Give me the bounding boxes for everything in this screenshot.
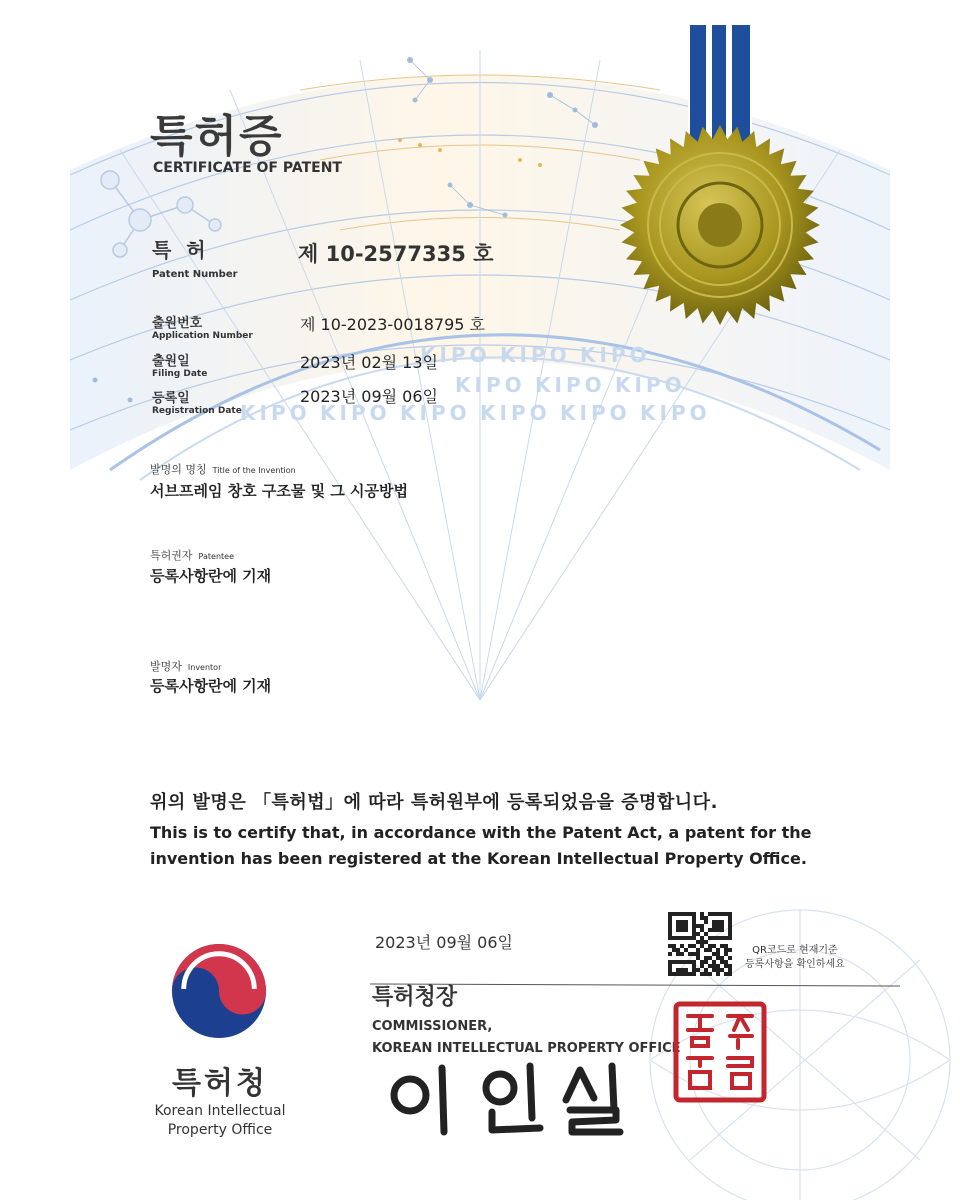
qr-module (700, 944, 704, 948)
qr-module (728, 928, 732, 932)
qr-module (728, 916, 732, 920)
qr-module (728, 956, 732, 960)
qr-module (684, 968, 688, 972)
qr-module (704, 920, 708, 924)
qr-module (700, 960, 704, 964)
qr-module (668, 924, 672, 928)
application-number-label-en: Application Number (152, 331, 253, 341)
qr-module (692, 944, 696, 948)
qr-module (676, 960, 680, 964)
organization-name-en-line2: Property Office (167, 1122, 273, 1138)
qr-module (720, 936, 724, 940)
watermark-text: KIPO (320, 401, 391, 425)
qr-module (720, 928, 724, 932)
qr-module (704, 932, 708, 936)
official-stamp-icon (672, 1000, 768, 1104)
qr-module (712, 952, 716, 956)
qr-module (716, 964, 720, 968)
qr-module (684, 912, 688, 916)
registration-date-label (152, 387, 242, 416)
qr-module (716, 924, 720, 928)
qr-module (716, 928, 720, 932)
qr-module (724, 944, 728, 948)
invention-title-label-en: Title of the Invention (212, 466, 296, 475)
qr-module (712, 968, 716, 972)
filing-date-label (152, 350, 207, 379)
inventor-value: 등록사항란에 기재 (150, 677, 272, 695)
qr-module (720, 912, 724, 916)
qr-module (680, 968, 684, 972)
qr-module (708, 956, 712, 960)
qr-module (668, 932, 672, 936)
certificate-title-english: CERTIFICATE OF PATENT (153, 160, 342, 176)
qr-module (696, 968, 700, 972)
qr-module (684, 924, 688, 928)
qr-module (684, 928, 688, 932)
qr-module (712, 936, 716, 940)
application-number-label-ko: 출원번호 (152, 316, 203, 331)
qr-module (672, 936, 676, 940)
qr-module (684, 960, 688, 964)
filing-date-label-ko: 출원일 (152, 354, 190, 369)
qr-module (692, 960, 696, 964)
organization-name-en (150, 1102, 290, 1140)
qr-module (676, 928, 680, 932)
qr-module (676, 952, 680, 956)
qr-module (668, 916, 672, 920)
registration-date-label-en: Registration Date (152, 406, 242, 416)
patent-number-label (152, 234, 238, 280)
qr-module (724, 960, 728, 964)
qr-module (708, 912, 712, 916)
qr-module (720, 956, 724, 960)
qr-module (708, 928, 712, 932)
qr-module (672, 912, 676, 916)
qr-module (700, 924, 704, 928)
qr-module (728, 920, 732, 924)
qr-module (720, 920, 724, 924)
watermark-text: KIPO (480, 401, 551, 425)
watermark-text: KIPO (615, 373, 686, 397)
qr-module (680, 972, 684, 976)
qr-note (745, 944, 845, 972)
qr-module (712, 928, 716, 932)
qr-module (692, 972, 696, 976)
qr-module (672, 972, 676, 976)
qr-module (668, 972, 672, 976)
patent-number-label-en: Patent Number (152, 269, 238, 280)
qr-module (696, 932, 700, 936)
qr-module (712, 912, 716, 916)
qr-module (684, 948, 688, 952)
qr-module (668, 960, 672, 964)
qr-module (680, 952, 684, 956)
patent-number-label-ko: 특 허 (152, 238, 210, 262)
qr-module (728, 964, 732, 968)
patentee-label-en: Patentee (198, 552, 234, 561)
qr-module (688, 960, 692, 964)
qr-module (700, 916, 704, 920)
commissioner-signature (380, 1060, 660, 1140)
kipo-logo-icon (170, 942, 268, 1040)
qr-module (676, 972, 680, 976)
qr-module (668, 936, 672, 940)
qr-module (688, 936, 692, 940)
qr-module (716, 972, 720, 976)
qr-module (716, 936, 720, 940)
qr-module (724, 936, 728, 940)
qr-module (692, 916, 696, 920)
qr-module (720, 960, 724, 964)
qr-module (712, 920, 716, 924)
watermark-text: KIPO (400, 401, 471, 425)
qr-module (688, 952, 692, 956)
patentee-label-ko: 특허권자 (150, 549, 193, 562)
inventor-label-ko: 발명자 (150, 660, 182, 673)
qr-module (672, 948, 676, 952)
qr-module (720, 924, 724, 928)
qr-module (728, 912, 732, 916)
watermark-text: KIPO (580, 343, 651, 367)
qr-module (692, 924, 696, 928)
qr-module (716, 956, 720, 960)
invention-title-label (150, 458, 296, 477)
certification-statement-ko: 위의 발명은 「특허법」에 따라 특허원부에 등록되었음을 증명합니다. (150, 792, 718, 813)
qr-module (672, 960, 676, 964)
qr-module (708, 948, 712, 952)
qr-module (692, 920, 696, 924)
qr-module (680, 928, 684, 932)
patent-number-value: 제 10-2577335 호 (298, 242, 494, 266)
qr-module (708, 964, 712, 968)
qr-module (700, 964, 704, 968)
qr-module (676, 968, 680, 972)
commissioner-title-en (372, 1016, 681, 1060)
qr-module (724, 964, 728, 968)
qr-module (704, 956, 708, 960)
watermark-text: KIPO (500, 343, 571, 367)
inventor-label (150, 655, 221, 674)
qr-module (668, 928, 672, 932)
qr-module (680, 960, 684, 964)
qr-module (668, 952, 672, 956)
organization-name-ko: 특허청 (172, 1066, 268, 1101)
qr-module (676, 948, 680, 952)
qr-module (724, 952, 728, 956)
qr-module (680, 944, 684, 948)
qr-module (680, 936, 684, 940)
qr-module (668, 944, 672, 948)
qr-module (724, 972, 728, 976)
qr-module (716, 920, 720, 924)
qr-module (712, 964, 716, 968)
qr-module (704, 948, 708, 952)
qr-module (680, 924, 684, 928)
qr-module (684, 920, 688, 924)
invention-title-label-ko: 발명의 명칭 (150, 463, 207, 476)
qr-module (728, 968, 732, 972)
qr-module (684, 936, 688, 940)
qr-module (692, 968, 696, 972)
qr-module (696, 952, 700, 956)
qr-module (692, 952, 696, 956)
qr-module (684, 972, 688, 976)
qr-module (696, 940, 700, 944)
qr-module (696, 956, 700, 960)
qr-module (728, 972, 732, 976)
qr-module (676, 920, 680, 924)
qr-code-icon (668, 912, 732, 976)
watermark-text: KIPO (640, 401, 711, 425)
qr-module (712, 924, 716, 928)
qr-module (696, 948, 700, 952)
certificate-title: 특허증 (150, 111, 284, 162)
patentee-label (150, 544, 234, 563)
qr-module (676, 924, 680, 928)
qr-module (704, 940, 708, 944)
qr-module (700, 928, 704, 932)
qr-module (704, 972, 708, 976)
qr-module (688, 944, 692, 948)
inventor-label-en: Inventor (187, 663, 222, 672)
qr-module (700, 940, 704, 944)
watermark-text: KIPO (535, 373, 606, 397)
qr-module (668, 920, 672, 924)
qr-module (704, 968, 708, 972)
watermark-text: KIPO (560, 401, 631, 425)
qr-module (728, 932, 732, 936)
qr-module (704, 960, 708, 964)
qr-module (680, 912, 684, 916)
application-number-value: 제 10-2023-0018795 호 (300, 315, 485, 334)
qr-module (700, 912, 704, 916)
qr-module (680, 920, 684, 924)
qr-module (668, 964, 672, 968)
qr-module (676, 936, 680, 940)
certification-statement-en: This is to certify that, in accordance with the Patent Act, a patent for the invention has been registered at the Korean Intellectual Property Office. (150, 823, 812, 868)
qr-module (708, 936, 712, 940)
patentee-value: 등록사항란에 기재 (150, 567, 272, 585)
invention-title-value: 서브프레임 창호 구조물 및 그 시공방법 (150, 482, 408, 500)
qr-module (716, 952, 720, 956)
qr-module (668, 968, 672, 972)
commissioner-title-en-line1: COMMISSIONER, (372, 1019, 493, 1034)
qr-module (712, 944, 716, 948)
qr-module (692, 932, 696, 936)
qr-module (724, 948, 728, 952)
qr-module (672, 944, 676, 948)
qr-module (708, 944, 712, 948)
qr-module (700, 972, 704, 976)
qr-module (712, 960, 716, 964)
qr-module (716, 948, 720, 952)
filing-date-value: 2023년 02월 13일 (300, 353, 438, 372)
qr-module (668, 912, 672, 916)
qr-module (692, 912, 696, 916)
qr-module (704, 916, 708, 920)
seal-center (698, 203, 742, 247)
qr-code[interactable] (668, 912, 732, 976)
qr-module (688, 972, 692, 976)
qr-module (700, 936, 704, 940)
qr-module (728, 936, 732, 940)
qr-module (696, 924, 700, 928)
organization-name-en-line1: Korean Intellectual (154, 1103, 286, 1119)
watermark-text: KIPO (420, 343, 491, 367)
qr-module (692, 928, 696, 932)
watermark-text: KIPO (455, 373, 526, 397)
qr-module (728, 948, 732, 952)
qr-module (724, 912, 728, 916)
qr-module (692, 936, 696, 940)
qr-module (720, 944, 724, 948)
issue-date: 2023년 09월 06일 (375, 933, 513, 952)
qr-module (728, 924, 732, 928)
qr-module (708, 972, 712, 976)
qr-module (716, 912, 720, 916)
registration-date-label-ko: 등록일 (152, 391, 190, 406)
filing-date-label-en: Filing Date (152, 369, 208, 379)
qr-module (716, 968, 720, 972)
watermark-text: KIPO (240, 401, 311, 425)
registration-date-value: 2023년 09월 06일 (300, 387, 438, 406)
commissioner-title-en-line2: KOREAN INTELLECTUAL PROPERTY OFFICE (372, 1041, 681, 1056)
qr-module (688, 912, 692, 916)
qr-note-line1: QR코드로 현재기준 (752, 945, 838, 956)
qr-module (676, 912, 680, 916)
application-number-label (152, 312, 253, 341)
qr-note-line2: 등록사항을 확인하세요 (745, 959, 845, 970)
commissioner-title-ko: 특허청장 (372, 985, 458, 1010)
qr-module (692, 964, 696, 968)
qr-module (720, 968, 724, 972)
